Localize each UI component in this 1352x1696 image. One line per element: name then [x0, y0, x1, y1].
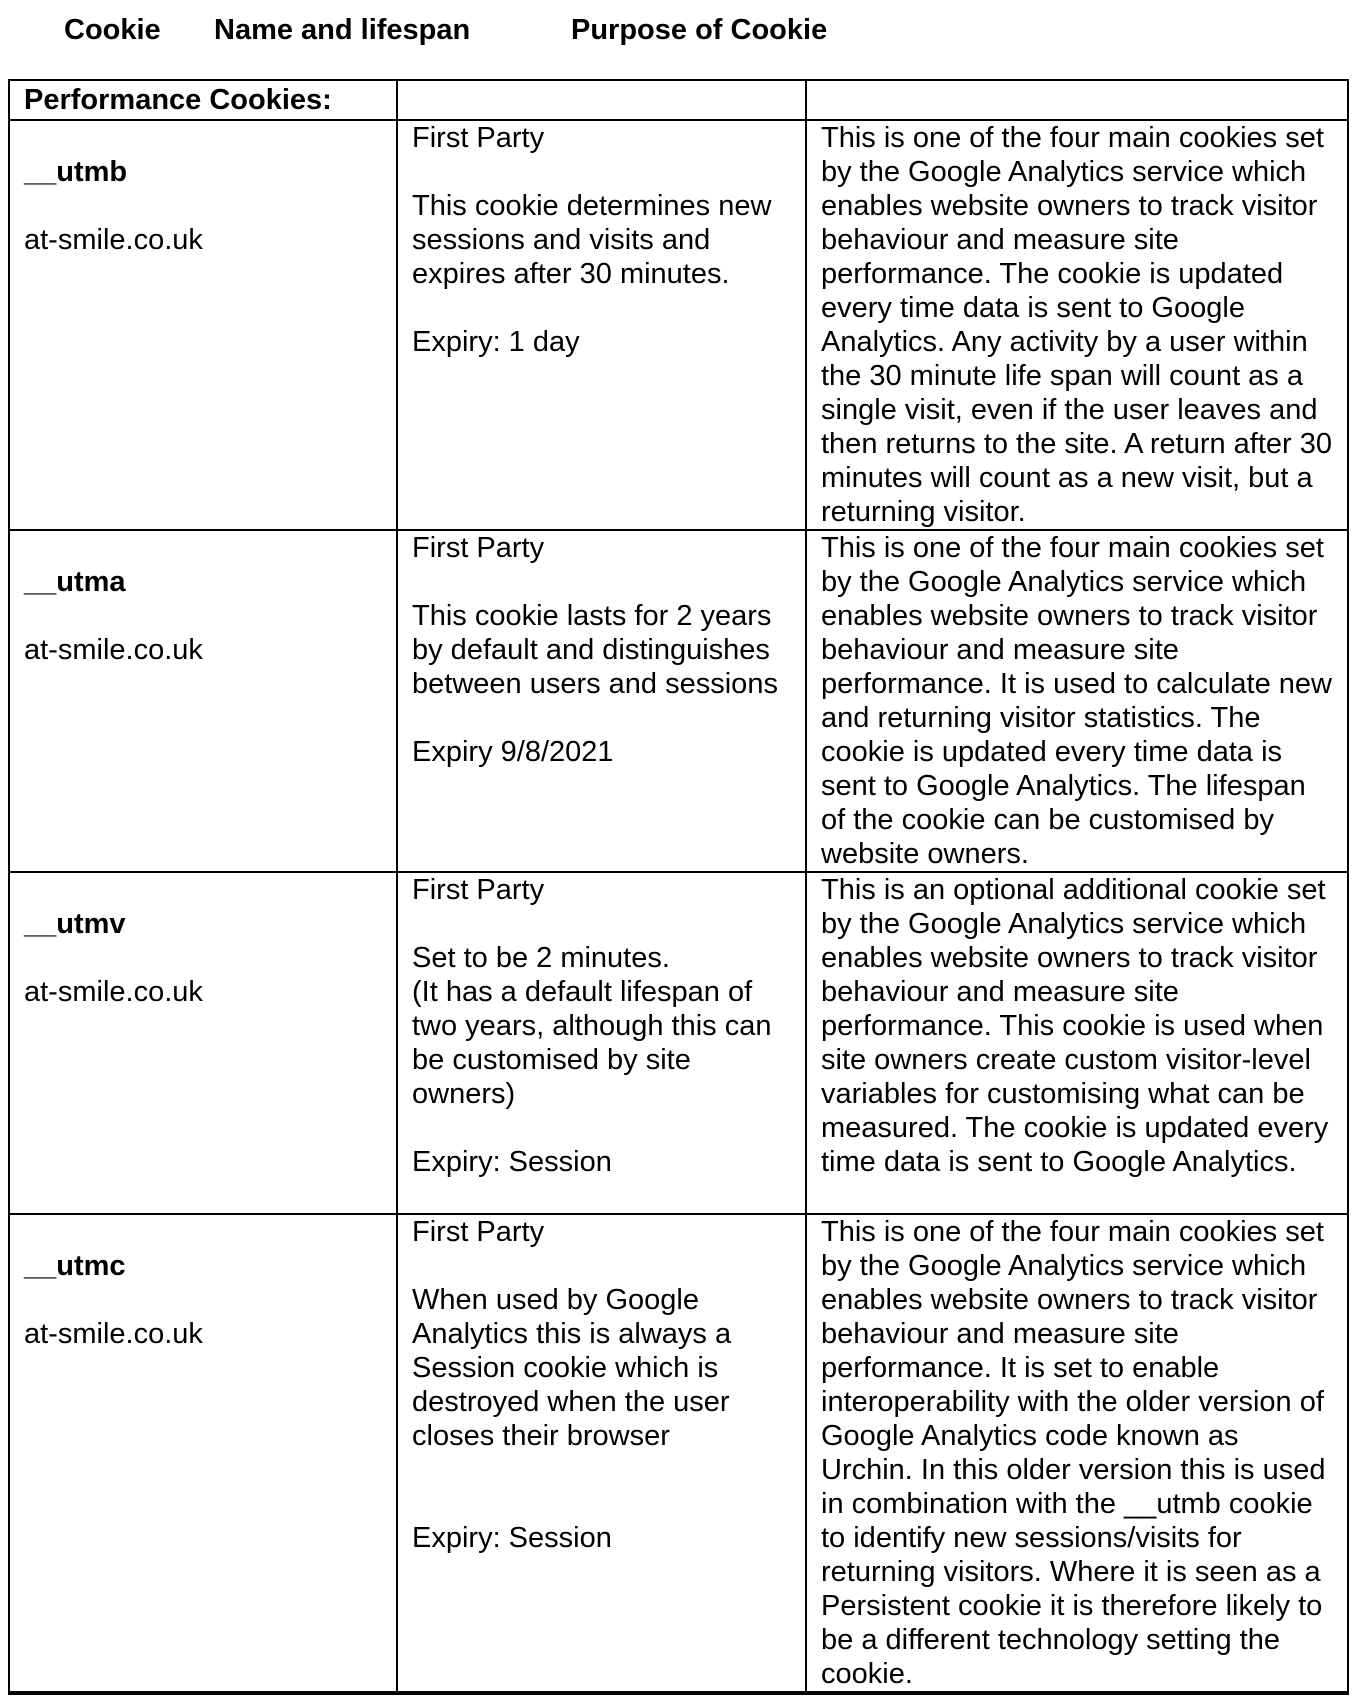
cookie-domain: at-smile.co.uk — [24, 634, 203, 666]
cookie-lifespan: This cookie lasts for 2 years by default and distinguishes between users and sessions — [412, 600, 778, 700]
column-headings — [0, 10, 1352, 50]
cookie-cell — [9, 530, 397, 872]
purpose-cell — [806, 872, 1348, 1214]
cookie-party: First Party — [412, 1216, 545, 1248]
empty-cell — [806, 1692, 1348, 1694]
heading-cookie: Cookie — [64, 14, 161, 46]
cookie-cell — [9, 872, 397, 1214]
section-empty-cell — [806, 80, 1348, 120]
lifespan-cell — [397, 120, 806, 530]
section-header-row — [9, 80, 1348, 120]
cookie-name: __utmb — [24, 156, 128, 188]
purpose-cell — [806, 120, 1348, 530]
cookie-expiry: Expiry 9/8/2021 — [412, 736, 614, 768]
table-row — [9, 872, 1348, 1214]
cookie-domain: at-smile.co.uk — [24, 976, 203, 1008]
empty-cell — [397, 1692, 806, 1694]
table-row — [9, 530, 1348, 872]
cookie-lifespan: When used by Google Analytics this is always a Session cookie which is destroyed when the user closes their browser — [412, 1284, 732, 1452]
cookie-party: First Party — [412, 874, 545, 906]
cookie-lifespan: Set to be 2 minutes. (It has a default lifespan of two years, although this can be customised by site owners) — [412, 942, 772, 1110]
cookie-name: __utmv — [24, 908, 126, 940]
cookie-cell — [9, 120, 397, 530]
cookie-expiry: Expiry: Session — [412, 1146, 612, 1178]
cookie-name: __utmc — [24, 1250, 126, 1282]
section-empty-cell — [397, 80, 806, 120]
cookie-purpose: This is an optional additional cookie set by the Google Analytics service which enables website owners to track visitor behaviour and measure site performance. This cookie is used when site owners create custom visitor-level variables for customising what can be measured. The cookie is updated every time data is sent to Google Analytics. — [821, 874, 1329, 1178]
cookie-party: First Party — [412, 532, 545, 564]
cookie-party: First Party — [412, 122, 545, 154]
cookie-domain: at-smile.co.uk — [24, 224, 203, 256]
purpose-cell — [806, 1214, 1348, 1692]
table-row — [9, 120, 1348, 530]
cookie-purpose: This is one of the four main cookies set by the Google Analytics service which enables website owners to track visitor behaviour and measure site performance. It is set to enable interoperability with the older version of Google Analytics code known as Urchin. In this older version this is used in combination with the __utmb cookie to identify new sessions/visits for returning visitors. Where it is seen as a Persistent cookie it is therefore likely to be a different technology setting the cookie. — [821, 1216, 1326, 1690]
cookie-name: __utma — [24, 566, 126, 598]
empty-cell — [9, 1692, 397, 1694]
section-title: Performance Cookies: — [9, 80, 397, 120]
cookie-domain: at-smile.co.uk — [24, 1318, 203, 1350]
cookie-purpose: This is one of the four main cookies set by the Google Analytics service which enables website owners to track visitor behaviour and measure site performance. The cookie is updated every time data is sent to Google Analytics. Any activity by a user within the 30 minute life span will count as a single visit, even if the user leaves and then returns to the site. A return after 30 minutes will count as a new visit, but a returning visitor. — [821, 122, 1333, 528]
cookie-table — [8, 79, 1349, 1695]
cookie-expiry: Expiry: Session — [412, 1522, 612, 1554]
lifespan-cell — [397, 530, 806, 872]
lifespan-cell — [397, 872, 806, 1214]
cookie-lifespan: This cookie determines new sessions and visits and expires after 30 minutes. — [412, 190, 772, 290]
heading-purpose: Purpose of Cookie — [571, 14, 828, 46]
cookie-cell — [9, 1214, 397, 1692]
lifespan-cell — [397, 1214, 806, 1692]
heading-name-lifespan: Name and lifespan — [214, 14, 471, 46]
table-row — [9, 1214, 1348, 1692]
cookie-purpose: This is one of the four main cookies set by the Google Analytics service which enables website owners to track visitor behaviour and measure site performance. It is used to calculate new and returning visitor statistics. The cookie is updated every time data is sent to Google Analytics. The lifespan of the cookie can be customised by website owners. — [821, 532, 1332, 870]
purpose-cell — [806, 530, 1348, 872]
cookie-expiry: Expiry: 1 day — [412, 326, 580, 358]
table-row-partial — [9, 1692, 1348, 1694]
